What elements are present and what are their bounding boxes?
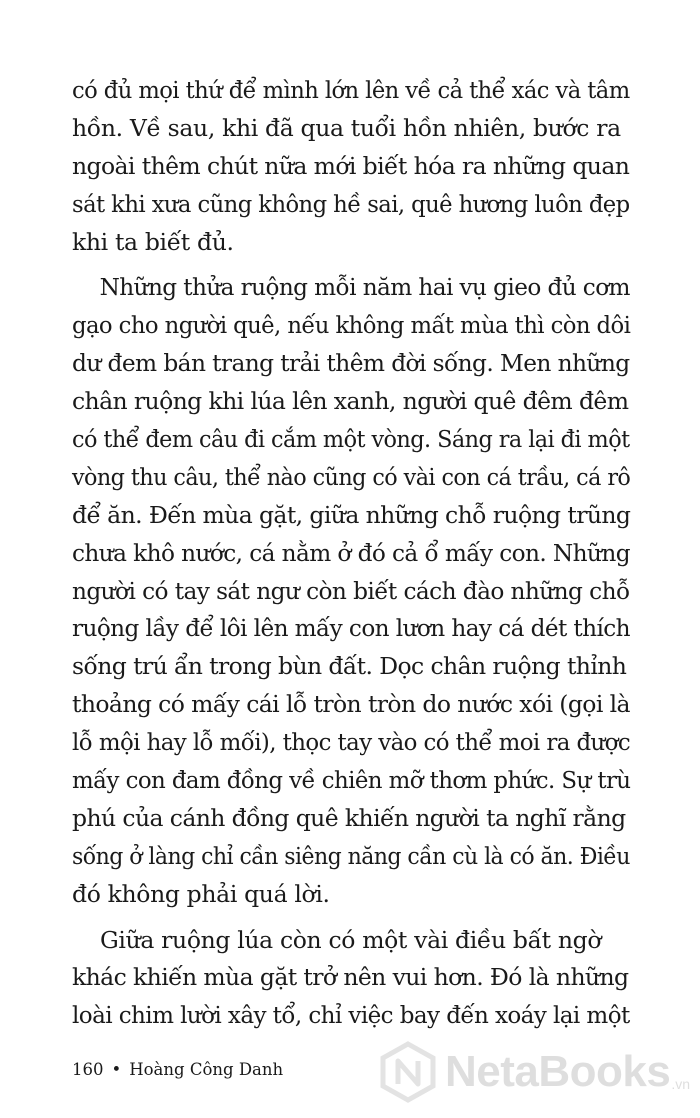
netabooks-watermark bbox=[377, 1036, 690, 1108]
text-line: khác khiến mùa gặt trở nên vui hơn. Đó là những bbox=[72, 963, 629, 992]
text-line: gạo cho người quê, nếu không mất mùa thì còn dôi bbox=[72, 311, 631, 340]
author-name: Hoàng Công Danh bbox=[129, 1060, 284, 1079]
text-line: có đủ mọi thứ để mình lớn lên về cả thể xác và tâm bbox=[72, 76, 630, 104]
text-line: sống trú ẩn trong bùn đất. Dọc chân ruộng thỉnh bbox=[72, 652, 627, 681]
paragraph bbox=[72, 269, 630, 913]
watermark-suffix: .vn bbox=[671, 1076, 690, 1092]
text-line: đó không phải quá lời. bbox=[72, 879, 330, 908]
text-line: thoảng có mấy cái lỗ tròn tròn do nước xói (gọi là bbox=[72, 690, 630, 719]
text-line: loài chim lười xây tổ, chỉ việc bay đến xoáy lại một bbox=[72, 1001, 630, 1030]
text-line: vòng thu câu, thể nào cũng có vài con cá trầu, cá rô bbox=[72, 462, 631, 491]
text-line: ruộng lầy để lôi lên mấy con lươn hay cá dét thích bbox=[72, 614, 631, 643]
text-line: mấy con đam đồng về chiên mỡ thơm phức. Sự trù bbox=[72, 766, 631, 795]
footer-separator: • bbox=[111, 1060, 122, 1079]
text-line: người có tay sát ngư còn biết cách đào những chỗ bbox=[72, 576, 630, 605]
body-text bbox=[72, 72, 630, 1035]
paragraph-gap bbox=[72, 261, 630, 269]
text-line: Giữa ruộng lúa còn có một vài điều bất ngờ bbox=[100, 925, 602, 954]
text-line: phú của cánh đồng quê khiến người ta nghĩ rằng bbox=[72, 803, 626, 832]
paragraph-gap bbox=[72, 914, 630, 922]
netabooks-logo-icon bbox=[377, 1041, 439, 1103]
text-line: có thể đem câu đi cắm một vòng. Sáng ra lại đi một bbox=[72, 425, 630, 454]
text-line: sát khi xưa cũng không hề sai, quê hương luôn đẹp bbox=[72, 189, 630, 218]
text-line: Những thửa ruộng mỗi năm hai vụ gieo đủ cơm bbox=[99, 273, 630, 302]
paragraph bbox=[72, 72, 630, 261]
text-line: khi ta biết đủ. bbox=[72, 227, 234, 256]
text-line: ngoài thêm chút nữa mới biết hóa ra những quan bbox=[72, 151, 630, 180]
text-line: hồn. Về sau, khi đã qua tuổi hồn nhiên, bước ra bbox=[72, 113, 621, 142]
text-line: chân ruộng khi lúa lên xanh, người quê đêm đêm bbox=[72, 387, 629, 416]
watermark-brand: NetaBooks bbox=[444, 1047, 671, 1096]
text-line: sống ở làng chỉ cần siêng năng cần cù là có ăn. Điều bbox=[72, 841, 630, 870]
text-line: lỗ mội hay lỗ mối), thọc tay vào có thể moi ra được bbox=[72, 728, 631, 757]
page-footer bbox=[72, 1060, 283, 1079]
text-line: dư đem bán trang trải thêm đời sống. Men những bbox=[72, 349, 630, 378]
page-number: 160 bbox=[72, 1060, 104, 1079]
text-line: chưa khô nước, cá nằm ở đó cả ổ mấy con. Những bbox=[72, 538, 630, 567]
paragraph bbox=[72, 922, 630, 1036]
text-line: để ăn. Đến mùa gặt, giữa những chỗ ruộng trũng bbox=[72, 500, 631, 529]
